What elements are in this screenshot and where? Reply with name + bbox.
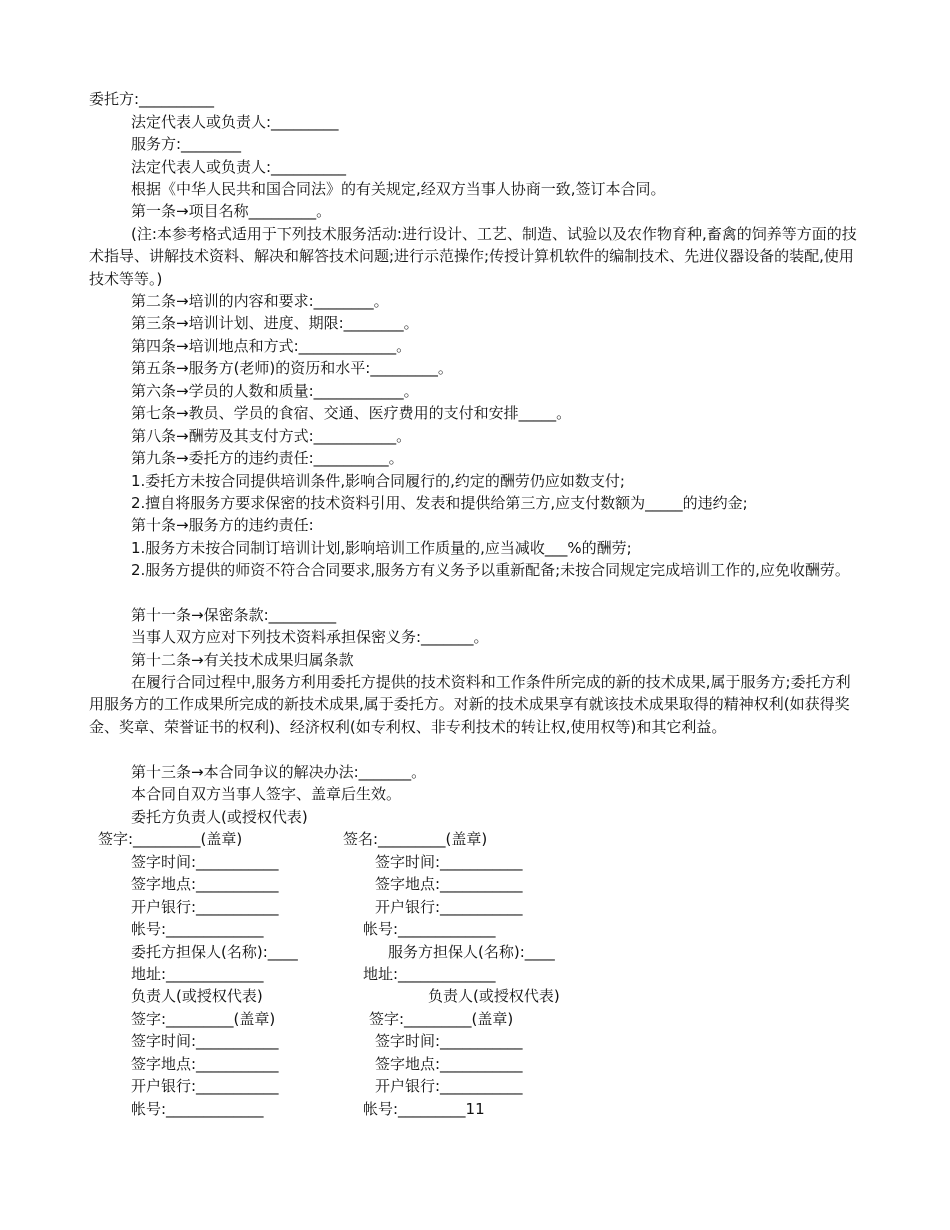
provider-line: 服务方:________ <box>131 135 242 153</box>
article-3: 第三条→培训计划、进度、期限:________。 <box>131 314 419 332</box>
left-guarantor-account: 帐号:_____________ <box>131 1100 264 1118</box>
article-1: 第一条→项目名称_________。 <box>131 202 332 220</box>
right-address: 地址:_____________ <box>363 965 496 983</box>
client-signer-heading: 委托方负责人(或授权代表) <box>131 808 308 826</box>
left-address: 地址:_____________ <box>131 965 264 983</box>
article-11-text: 当事人双方应对下列技术资料承担保密义务:_______。 <box>131 628 489 646</box>
left-guarantor-sign: 签字:_________(盖章) <box>131 1010 276 1028</box>
left-guarantor: 委托方担保人(名称):____ <box>131 943 298 961</box>
preamble: 根据《中华人民共和国合同法》的有关规定,经双方当事人协商一致,签订本合同。 <box>131 180 666 198</box>
article-12: 第十二条→有关技术成果归属条款 <box>131 651 354 669</box>
article-2: 第二条→培训的内容和要求:________。 <box>131 292 389 310</box>
left-guarantor-rep: 负责人(或授权代表) <box>131 987 263 1005</box>
right-guarantor-place: 签字地点:___________ <box>375 1055 523 1073</box>
article-12-text: 在履行合同过程中,服务方利用委托方提供的技术资料和工作条件所完成的新的技术成果,属于服务方;委托方利用服务方的工作成果所完成的新技术成果,属于委托方。对新的技术成果享有就该技术成果取得的精神权利(如获得奖金、奖章、荣誉证书的权利)、经济权利(如专利权、非专利技术的转让权,使用权等)和其它利益。 <box>89 673 851 736</box>
article-9-clause-2: 2.擅自将服务方要求保密的技术资料引用、发表和提供给第三方,应支付数额为_____的违约金; <box>131 494 748 512</box>
article-5: 第五条→服务方(老师)的资历和水平:_________。 <box>131 359 453 377</box>
client-line: 委托方:__________ <box>89 90 215 108</box>
article-8: 第八条→酬劳及其支付方式:___________。 <box>131 427 412 445</box>
right-account: 帐号:_____________ <box>363 920 496 938</box>
provider-rep-line: 法定代表人或负责人:__________ <box>131 158 347 176</box>
article-10-clause-2: 2.服务方提供的师资不符合合同要求,服务方有义务予以重新配备;未按合同规定完成培训工作的,应免收酬劳。 <box>131 561 850 579</box>
right-sign: 签名:_________(盖章) <box>343 830 488 848</box>
right-guarantor-time: 签字时间:___________ <box>375 1032 523 1050</box>
article-13: 第十三条→本合同争议的解决办法:_______。 <box>131 763 427 781</box>
right-guarantor-bank: 开户银行:___________ <box>375 1077 523 1095</box>
right-sign-place: 签字地点:___________ <box>375 875 523 893</box>
article-9-clause-1: 1.委托方未按合同提供培训条件,影响合同履行的,约定的酬劳仍应如数支付; <box>131 472 625 490</box>
article-9: 第九条→委托方的违约责任:__________。 <box>131 449 404 467</box>
right-sign-time: 签字时间:___________ <box>375 853 523 871</box>
article-6: 第六条→学员的人数和质量:____________。 <box>131 382 419 400</box>
article-7: 第七条→教员、学员的食宿、交通、医疗费用的支付和安排_____。 <box>131 404 572 422</box>
right-guarantor-account: 帐号:_________11 <box>363 1100 485 1118</box>
right-bank: 开户银行:___________ <box>375 898 523 916</box>
left-sign-time: 签字时间:___________ <box>131 853 279 871</box>
article-10: 第十条→服务方的违约责任: <box>131 516 314 534</box>
left-sign-place: 签字地点:___________ <box>131 875 279 893</box>
right-guarantor-sign: 签字:_________(盖章) <box>369 1010 514 1028</box>
effective-clause: 本合同自双方当事人签字、盖章后生效。 <box>131 785 402 803</box>
client-rep-line: 法定代表人或负责人:_________ <box>131 113 339 131</box>
article-10-clause-1: 1.服务方未按合同制订培训计划,影响培训工作质量的,应当减收___%的酬劳; <box>131 539 632 557</box>
left-guarantor-bank: 开户银行:___________ <box>131 1077 279 1095</box>
article-11: 第十一条→保密条款:_________ <box>131 606 337 624</box>
left-guarantor-place: 签字地点:___________ <box>131 1055 279 1073</box>
right-guarantor: 服务方担保人(名称):____ <box>388 943 555 961</box>
note-paragraph: (注:本参考格式适用于下列技术服务活动:进行设计、工艺、制造、试验以及农作物育种,畜禽的饲养等方面的技术指导、讲解技术资料、解决和解答技术问题;进行示范操作;传授计算机软件的编制技术、先进仪器设备的装配,使用技术等等。) <box>89 225 857 288</box>
article-4: 第四条→培训地点和方式:_____________。 <box>131 337 412 355</box>
left-account: 帐号:_____________ <box>131 920 264 938</box>
left-guarantor-time: 签字时间:___________ <box>131 1032 279 1050</box>
left-bank: 开户银行:___________ <box>131 898 279 916</box>
right-guarantor-rep: 负责人(或授权代表) <box>428 987 560 1005</box>
left-sign: 签字:_________(盖章) <box>98 830 243 848</box>
